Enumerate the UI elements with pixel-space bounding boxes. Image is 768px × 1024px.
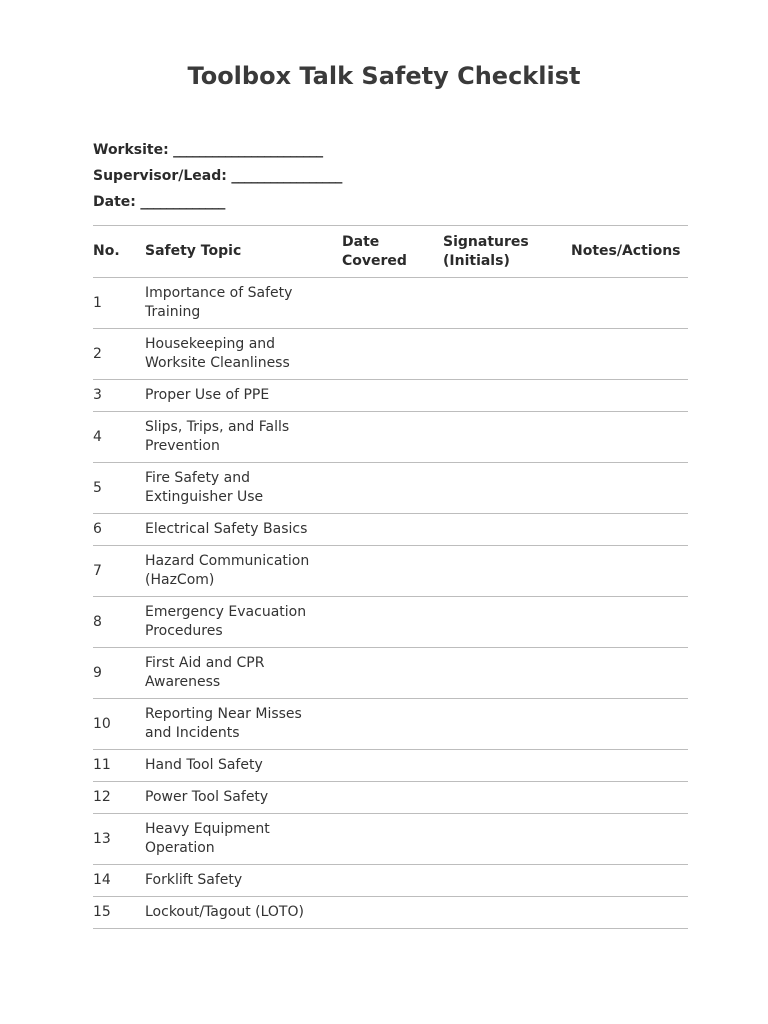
row-topic	[145, 278, 342, 329]
supervisor-field	[93, 168, 342, 184]
row-topic-text: Importance of Safety Training	[145, 285, 293, 320]
row-number: 6	[93, 514, 145, 546]
row-number: 11	[93, 750, 145, 782]
row-date-cell[interactable]	[342, 865, 443, 897]
row-date-cell[interactable]	[342, 782, 443, 814]
header-sig-line2: (Initials)	[443, 252, 510, 269]
supervisor-blank: _________________	[231, 168, 342, 184]
row-signature-cell[interactable]	[443, 750, 571, 782]
table-header-row	[93, 226, 688, 278]
row-date-cell[interactable]	[342, 546, 443, 597]
row-topic-text: Housekeeping and Worksite Cleanliness	[145, 336, 290, 371]
row-topic	[145, 380, 342, 412]
row-topic-text: Proper Use of PPE	[145, 387, 270, 403]
row-number: 3	[93, 380, 145, 412]
table-row	[93, 546, 688, 597]
row-topic	[145, 597, 342, 648]
table-row	[93, 897, 688, 929]
row-topic-text: Power Tool Safety	[145, 789, 269, 805]
row-topic-text: Fire Safety and Extinguisher Use	[145, 470, 264, 505]
row-date-cell[interactable]	[342, 329, 443, 380]
row-number: 9	[93, 648, 145, 699]
table-row	[93, 782, 688, 814]
date-label: Date:	[93, 194, 136, 210]
row-notes-cell[interactable]	[571, 546, 688, 597]
row-signature-cell[interactable]	[443, 546, 571, 597]
row-notes-cell[interactable]	[571, 597, 688, 648]
row-topic-text: Electrical Safety Basics	[145, 521, 308, 537]
row-signature-cell[interactable]	[443, 648, 571, 699]
table-row	[93, 597, 688, 648]
row-topic-text: Hazard Communication (HazCom)	[145, 553, 310, 588]
table-row	[93, 648, 688, 699]
row-signature-cell[interactable]	[443, 814, 571, 865]
table-row	[93, 412, 688, 463]
header-date-line2: Covered	[342, 252, 407, 269]
row-topic-text: First Aid and CPR Awareness	[145, 655, 265, 690]
row-number: 8	[93, 597, 145, 648]
row-notes-cell[interactable]	[571, 897, 688, 929]
row-number: 15	[93, 897, 145, 929]
row-date-cell[interactable]	[342, 750, 443, 782]
row-topic-text: Reporting Near Misses and Incidents	[145, 706, 302, 741]
row-number: 10	[93, 699, 145, 750]
date-blank: _____________	[140, 194, 225, 210]
row-signature-cell[interactable]	[443, 329, 571, 380]
row-topic-text: Emergency Evacuation Procedures	[145, 604, 307, 639]
row-signature-cell[interactable]	[443, 597, 571, 648]
row-signature-cell[interactable]	[443, 897, 571, 929]
row-topic	[145, 814, 342, 865]
row-date-cell[interactable]	[342, 897, 443, 929]
row-topic-text: Slips, Trips, and Falls Prevention	[145, 419, 290, 454]
row-topic	[145, 782, 342, 814]
row-notes-cell[interactable]	[571, 463, 688, 514]
row-number: 12	[93, 782, 145, 814]
row-signature-cell[interactable]	[443, 463, 571, 514]
row-topic-text: Heavy Equipment Operation	[145, 821, 270, 856]
row-notes-cell[interactable]	[571, 782, 688, 814]
row-number: 13	[93, 814, 145, 865]
row-notes-cell[interactable]	[571, 699, 688, 750]
table-row	[93, 514, 688, 546]
date-field	[93, 194, 225, 210]
supervisor-label: Supervisor/Lead:	[93, 168, 227, 184]
row-topic	[145, 412, 342, 463]
worksite-blank: _______________________	[173, 142, 323, 158]
row-topic	[145, 699, 342, 750]
checklist-table	[93, 225, 688, 929]
page-title: Toolbox Talk Safety Checklist	[187, 62, 581, 90]
row-topic	[145, 329, 342, 380]
row-signature-cell[interactable]	[443, 380, 571, 412]
header-signatures	[443, 226, 571, 278]
header-safety-topic: Safety Topic	[145, 226, 342, 278]
row-number: 5	[93, 463, 145, 514]
row-date-cell[interactable]	[342, 463, 443, 514]
row-notes-cell[interactable]	[571, 412, 688, 463]
row-notes-cell[interactable]	[571, 278, 688, 329]
row-notes-cell[interactable]	[571, 750, 688, 782]
row-notes-cell[interactable]	[571, 865, 688, 897]
row-signature-cell[interactable]	[443, 865, 571, 897]
table-row	[93, 329, 688, 380]
row-topic	[145, 546, 342, 597]
row-topic	[145, 750, 342, 782]
header-sig-line1: Signatures	[443, 233, 529, 250]
row-signature-cell[interactable]	[443, 782, 571, 814]
row-date-cell[interactable]	[342, 412, 443, 463]
table-row	[93, 699, 688, 750]
row-date-cell[interactable]	[342, 597, 443, 648]
header-date-line1: Date	[342, 233, 380, 250]
table-row	[93, 750, 688, 782]
row-date-cell[interactable]	[342, 514, 443, 546]
row-number: 4	[93, 412, 145, 463]
header-no: No.	[93, 226, 145, 278]
row-signature-cell[interactable]	[443, 412, 571, 463]
row-date-cell[interactable]	[342, 278, 443, 329]
table-row	[93, 278, 688, 329]
row-notes-cell[interactable]	[571, 648, 688, 699]
row-number: 1	[93, 278, 145, 329]
row-topic	[145, 514, 342, 546]
row-number: 2	[93, 329, 145, 380]
row-number: 14	[93, 865, 145, 897]
worksite-field	[93, 142, 323, 158]
row-notes-cell[interactable]	[571, 380, 688, 412]
table-row	[93, 463, 688, 514]
row-topic	[145, 865, 342, 897]
row-topic-text: Forklift Safety	[145, 872, 243, 888]
row-topic	[145, 648, 342, 699]
row-notes-cell[interactable]	[571, 514, 688, 546]
row-signature-cell[interactable]	[443, 699, 571, 750]
row-date-cell[interactable]	[342, 648, 443, 699]
worksite-label: Worksite:	[93, 142, 169, 158]
row-signature-cell[interactable]	[443, 514, 571, 546]
row-topic-text: Lockout/Tagout (LOTO)	[145, 904, 304, 920]
row-date-cell[interactable]	[342, 699, 443, 750]
row-notes-cell[interactable]	[571, 814, 688, 865]
row-number: 7	[93, 546, 145, 597]
row-signature-cell[interactable]	[443, 278, 571, 329]
row-topic-text: Hand Tool Safety	[145, 757, 263, 773]
table-row	[93, 865, 688, 897]
header-date-covered	[342, 226, 443, 278]
table-row	[93, 814, 688, 865]
row-topic	[145, 463, 342, 514]
row-date-cell[interactable]	[342, 814, 443, 865]
row-notes-cell[interactable]	[571, 329, 688, 380]
header-notes-actions: Notes/Actions	[571, 226, 688, 278]
row-date-cell[interactable]	[342, 380, 443, 412]
row-topic	[145, 897, 342, 929]
table-row	[93, 380, 688, 412]
